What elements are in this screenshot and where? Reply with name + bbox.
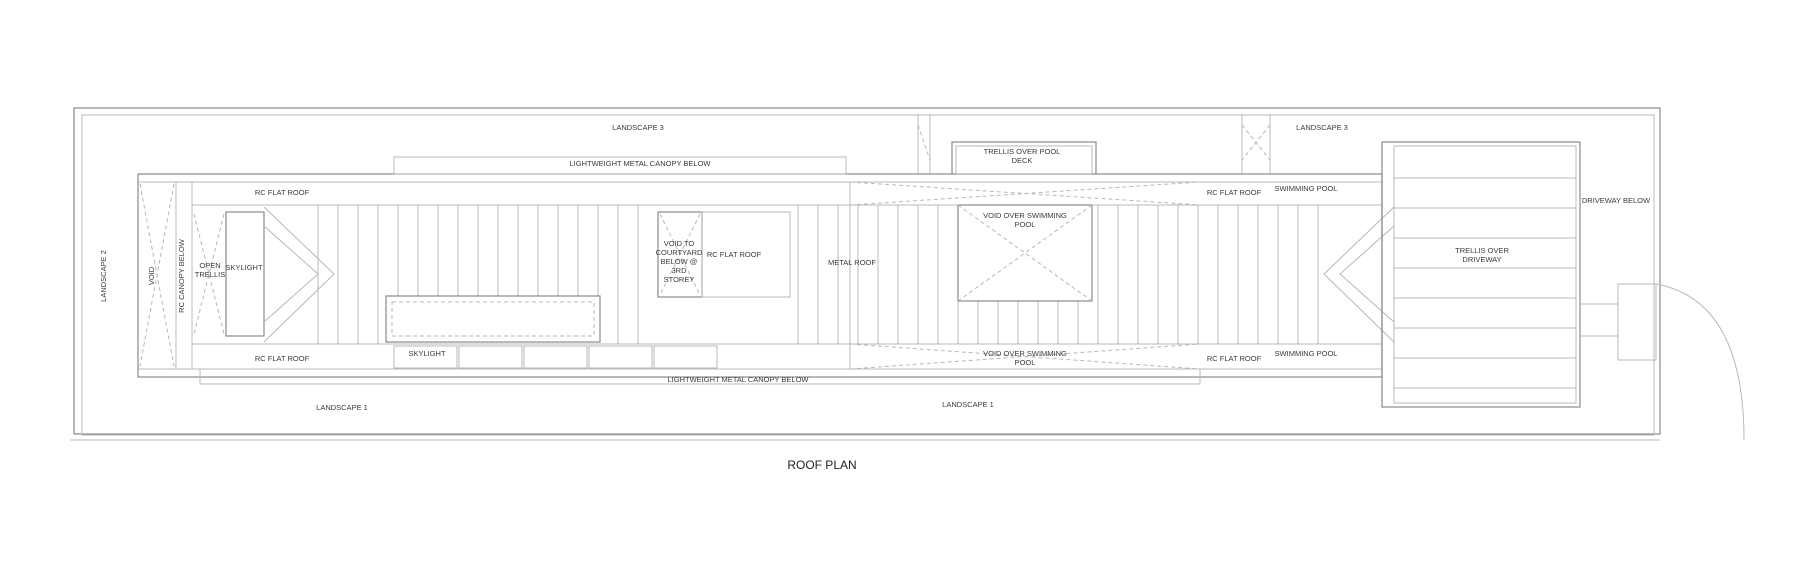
label-void-pool-bottom-1: VOID OVER SWIMMING <box>983 349 1067 358</box>
skylight-bay <box>459 346 522 368</box>
driveway-curve <box>1580 284 1744 440</box>
right-roof-hip <box>1324 207 1394 342</box>
label-canopy-bottom: LIGHTWEIGHT METAL CANOPY BELOW <box>667 375 809 384</box>
label-void-pool-top-2: POOL <box>1014 220 1036 229</box>
label-trellis-driveway-1: TRELLIS OVER <box>1455 246 1509 255</box>
label-rc-flat-bl: RC FLAT ROOF <box>254 354 310 363</box>
skylight-bay <box>524 346 587 368</box>
label-void-courtyard-5: STOREY <box>663 275 695 284</box>
label-trellis-pool-1: TRELLIS OVER POOL <box>983 147 1061 156</box>
site-boundary <box>70 108 1660 440</box>
label-rc-canopy-below: RC CANOPY BELOW <box>177 239 186 313</box>
left-roof-hip <box>264 207 334 342</box>
label-void-pool-top-1: VOID OVER SWIMMING <box>983 211 1067 220</box>
void-left <box>140 184 174 366</box>
label-skylight-bottom: SKYLIGHT <box>408 349 446 358</box>
metal-roof-ribs <box>318 205 1318 344</box>
label-landscape1-right: LANDSCAPE 1 <box>942 400 994 409</box>
label-canopy-top: LIGHTWEIGHT METAL CANOPY BELOW <box>569 159 711 168</box>
label-void: VOID <box>147 266 156 286</box>
label-void-courtyard-2: COURTYARD <box>655 248 703 257</box>
label-rc-flat-mid: RC FLAT ROOF <box>706 250 762 259</box>
label-metal-roof: METAL ROOF <box>828 258 876 267</box>
label-open-trellis-2: TRELLIS <box>194 270 226 279</box>
skylight-left-frame <box>226 212 264 336</box>
drawing-title: ROOF PLAN <box>787 458 857 472</box>
label-swimming-pool-top: SWIMMING POOL <box>1274 184 1338 193</box>
trellis-over-driveway <box>1382 142 1580 407</box>
label-driveway-below: DRIVEWAY BELOW <box>1581 196 1651 205</box>
label-landscape2: LANDSCAPE 2 <box>99 250 108 302</box>
label-rc-flat-br: RC FLAT ROOF <box>1206 354 1262 363</box>
label-landscape1-left: LANDSCAPE 1 <box>316 403 368 412</box>
label-trellis-driveway-2: DRIVEWAY <box>1462 255 1502 264</box>
label-rc-flat-tr: RC FLAT ROOF <box>1206 188 1262 197</box>
label-void-courtyard-1: VOID TO <box>663 239 695 248</box>
label-open-trellis-1: OPEN <box>199 261 221 270</box>
label-void-courtyard-3: BELOW @ <box>660 257 698 266</box>
label-void-pool-bottom-2: POOL <box>1014 358 1036 367</box>
label-landscape3-right: LANDSCAPE 3 <box>1296 123 1348 132</box>
label-swimming-pool-bottom: SWIMMING POOL <box>1274 349 1338 358</box>
skylight-strip <box>386 296 600 342</box>
label-skylight-left: SKYLIGHT <box>225 263 263 272</box>
skylight-bay <box>654 346 717 368</box>
label-rc-flat-tl: RC FLAT ROOF <box>254 188 310 197</box>
skylight-bay <box>589 346 652 368</box>
label-void-courtyard-4: 3RD <box>671 266 687 275</box>
label-trellis-pool-2: DECK <box>1011 156 1033 165</box>
grid-lines <box>918 115 1270 174</box>
label-landscape3-left: LANDSCAPE 3 <box>612 123 664 132</box>
